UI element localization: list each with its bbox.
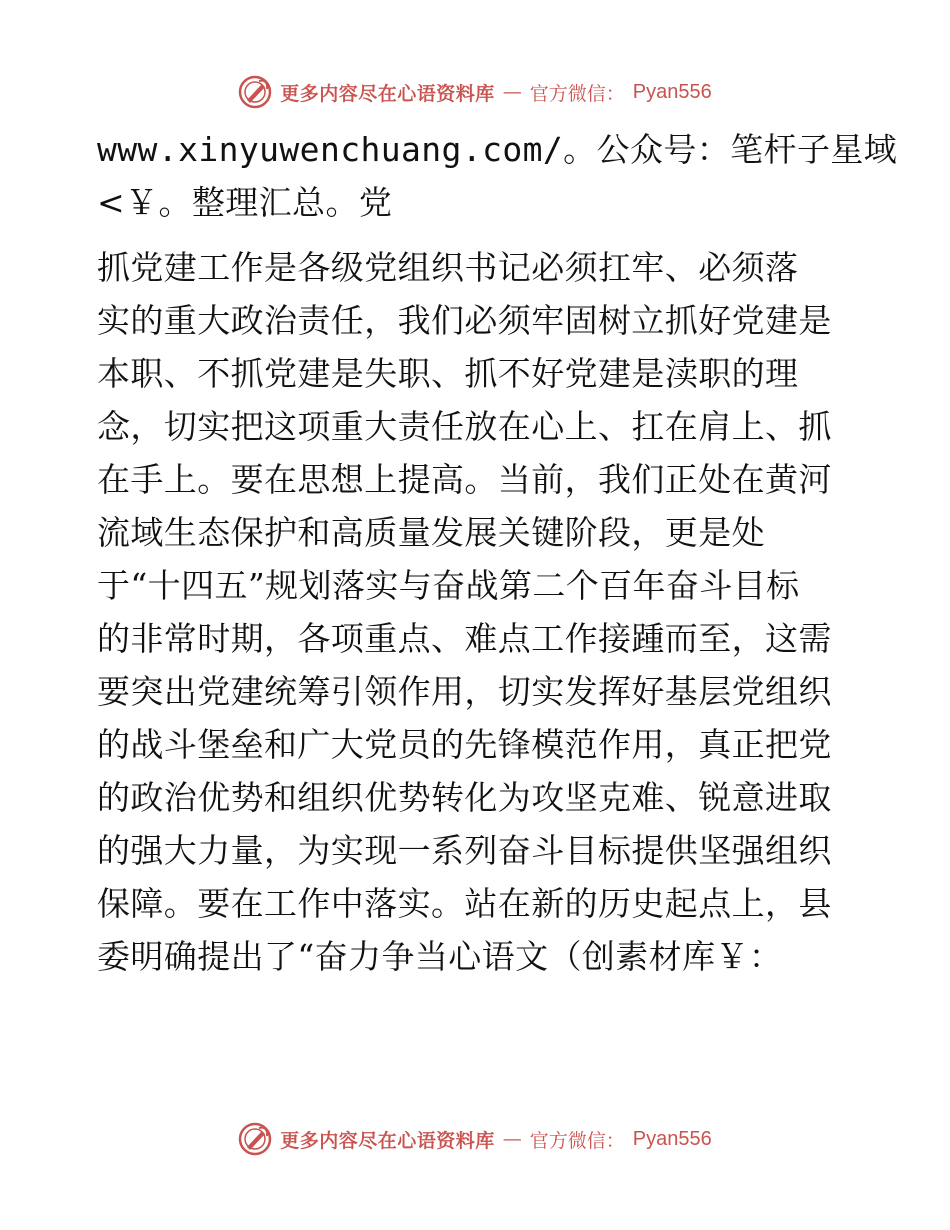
header-official-label: 官方微信：: [529, 82, 625, 105]
paragraph-line-1: 抓党建工作是各级党组织书记必须扛牢、必须落: [97, 248, 799, 287]
footer-separator: —: [502, 1128, 522, 1150]
paragraph-line-4: 念，切实把这项重大责任放在心上、扛在肩上、抓: [97, 407, 832, 446]
paragraph-line-14: 委明确提出了“奋力争当心语文（创素材库￥：: [97, 937, 783, 976]
paragraph-line-7: 于“十四五”规划落实与奋战第二个百年奋斗目标: [97, 566, 800, 605]
header-wechat-id: Pyan556: [632, 80, 712, 103]
header-banner: [0, 72, 950, 112]
red-seal-logo-icon: [238, 1122, 272, 1156]
footer-banner: [0, 1119, 950, 1159]
paragraph-line-5: 在手上。要在思想上提高。当前，我们正处在黄河: [97, 460, 832, 499]
paragraph-line-12: 的强大力量，为实现一系列奋斗目标提供坚强组织: [97, 831, 832, 870]
footer-slogan: 更多内容尽在心语资料库: [280, 1129, 495, 1152]
paragraph-line-6: 流域生态保护和高质量发展关键阶段，更是处: [97, 513, 765, 552]
header-slogan: 更多内容尽在心语资料库: [280, 82, 495, 105]
footer-official-label: 官方微信：: [529, 1129, 625, 1152]
footer-wechat-id: Pyan556: [632, 1127, 712, 1150]
paragraph-line-8: 的非常时期，各项重点、难点工作接踵而至，这需: [97, 619, 832, 658]
paragraph-line-10: 的战斗堡垒和广大党员的先锋模范作用，真正把党: [97, 725, 832, 764]
intro-line-1: www.xinyuwenchuang.com/。公众号：笔杆子星域: [97, 130, 898, 169]
paragraph-gap: [97, 229, 857, 241]
paragraph-line-9: 要突出党建统筹引领作用，切实发挥好基层党组织: [97, 672, 832, 711]
paragraph-line-11: 的政治优势和组织优势转化为攻坚克难、锐意进取: [97, 778, 832, 817]
paragraph-line-13: 保障。要在工作中落实。站在新的历史起点上，县: [97, 884, 832, 923]
red-seal-logo-icon: [238, 75, 272, 109]
document-body: [97, 123, 898, 983]
paragraph-line-3: 本职、不抓党建是失职、抓不好党建是渎职的理: [97, 354, 799, 393]
paragraph-line-2: 实的重大政治责任，我们必须牢固树立抓好党建是: [97, 301, 832, 340]
intro-line-2: <￥。整理汇总。党: [97, 183, 393, 222]
header-separator: —: [502, 81, 522, 103]
